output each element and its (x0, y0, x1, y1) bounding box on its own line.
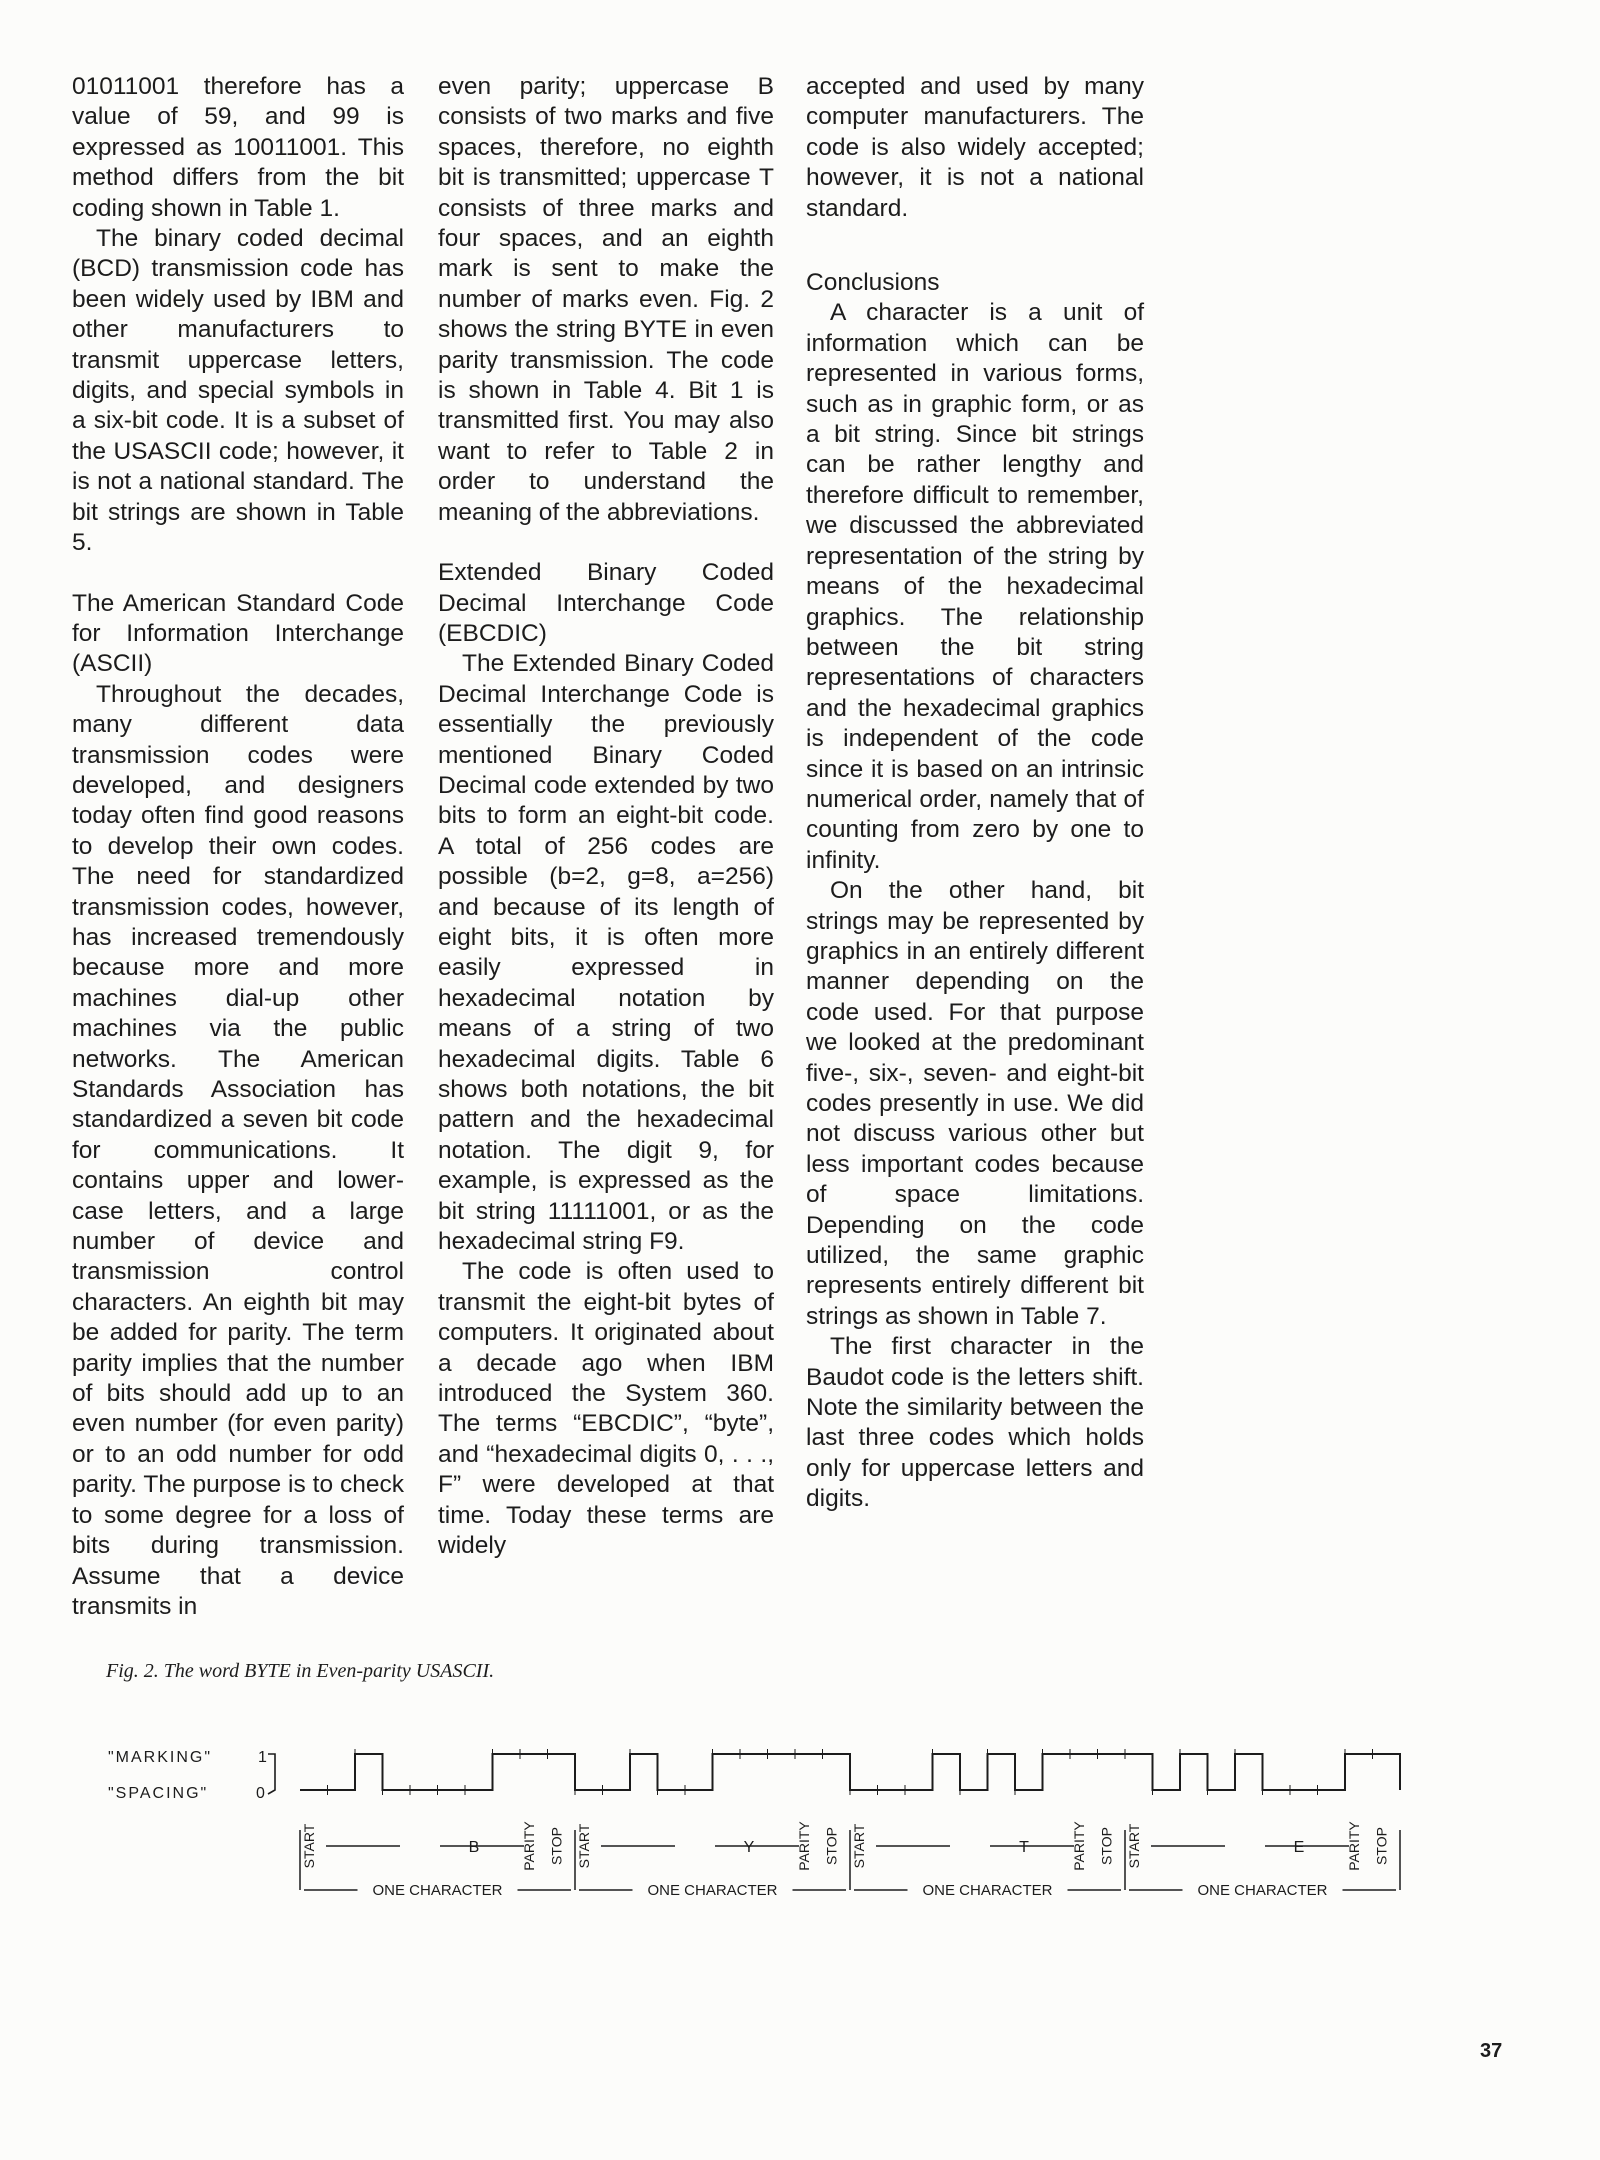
level-bracket (268, 1754, 275, 1794)
paragraph: 01011001 therefore has a value of 59, and 99 is expressed as 10011001. This method differs from the bit coding shown in Table 1. (72, 73, 404, 222)
level-one-label: 1 (258, 1749, 267, 1766)
start-bit-label: START (301, 1823, 317, 1869)
parity-bit-label: PARITY (796, 1821, 812, 1871)
paragraph: The Extended Binary Coded Decimal Interchange Code is essentially the previously mentioned Binary Coded Decimal code extended by two bits to form an eight-bit code. A total of 256 codes are possible (b=2, g=8, a=256) and because of its length of eight bits, it is often more easily expressed in hexadecimal notation by means of a string of two hexadecimal digits. Table 6 shows both notations, the bit pattern and the hexadecimal notation. The digit 9, for example, is expressed as the bit string 11111001, or as the hexadecimal string F9. (438, 650, 774, 1256)
paragraph: The first character in the Baudot code is the letters shift. Note the similarity between the last three codes which holds only for uppercase letters and digits. (806, 1333, 1144, 1513)
level-zero-label: 0 (256, 1785, 265, 1802)
section-heading-ebcdic: Extended Binary Coded Decimal Interchange Code (EBCDIC) (438, 559, 774, 647)
stop-bit-label: STOP (1098, 1827, 1115, 1865)
spacing-label: "SPACING" (108, 1785, 209, 1802)
paragraph: The binary coded decimal (BCD) transmission code has been widely used by IBM and other manufacturers to transmit uppercase letters, digits, and special symbols in a six-bit code. It is a subset of the USASCII code; however, it is not a national standard. The bit strings are shown in Table 5. (72, 225, 404, 557)
one-character-label: ONE CHARACTER (922, 1882, 1053, 1899)
paragraph: On the other hand, bit strings may be represented by graphics in an entirely different manner depending on the code used. For that purpose we looked at the predominant five-, six-, seven- and eight-bit codes presently in use. We did not discuss various other but less important codes because of space limitations. Depending on the code utilized, the same graphic represents entirely different bit strings as shown in Table 7. (806, 877, 1144, 1330)
text-column-3 (806, 72, 1144, 1515)
page-number: 37 (1480, 2040, 1503, 2062)
paragraph: A character is a unit of information which can be represented in various forms, such as in graphic form, or as a bit string. Since bit strings can be rather lengthy and therefore difficult to remember, we discussed the abbreviated representation of the string by means of the hexadecimal graphics. The relationship between the bit string representations of characters and the hexadecimal graphics is independent of the code since it is based on an intrinsic numerical order, namely that of counting from zero by one to infinity. (806, 299, 1144, 874)
parity-bit-label: PARITY (521, 1821, 537, 1871)
parity-bit-label: PARITY (1346, 1821, 1362, 1871)
character-label: B (468, 1839, 480, 1856)
section-heading-ascii: The American Standard Code for Information Interchange (ASCII) (72, 589, 404, 678)
figure-caption: Fig. 2. The word BYTE in Even-parity USASCII. (106, 1660, 495, 1682)
paragraph: The code is often used to transmit the eight-bit bytes of computers. It originated about a decade ago when IBM introduced the System 360. The terms “EBCDIC”, “byte”, and “hexadecimal digits 0, . . ., F” were developed at that time. Today these terms are widely (438, 1258, 774, 1560)
waveform-line (300, 1754, 1400, 1790)
one-character-label: ONE CHARACTER (372, 1882, 503, 1899)
stop-bit-label: STOP (548, 1827, 565, 1865)
start-bit-label: START (1126, 1823, 1142, 1869)
text-column-1 (72, 72, 404, 1622)
stop-bit-label: STOP (1373, 1827, 1390, 1865)
paragraph: Throughout the decades, many different data transmission codes were developed, and designers today often find good reasons to develop their own codes. The need for standardized transmission codes, however, has increased tremendously because more and more machines dial-up other machines via the public networks. The American Standards Association has standardized a seven bit code for communications. It contains upper and lower-case letters, and a large number of device and transmission control characters. An eighth bit may be added for parity. The term parity implies that the number of bits should add up to an even number (for even parity) or to an odd number for odd parity. The purpose is to check to some degree for a loss of bits during transmission. Assume that a device transmits in (72, 680, 404, 1620)
section-heading-conclusions: Conclusions (806, 269, 940, 297)
character-label: E (1293, 1839, 1305, 1856)
paragraph: even parity; uppercase B consists of two marks and five spaces, therefore, no eighth bit is transmitted; uppercase T consists of three marks and four spaces, and an eighth mark is sent to make the number of marks even. Fig. 2 shows the string BYTE in even parity transmission. The code is shown in Table 4. Bit 1 is transmitted first. You may also want to refer to Table 2 in order to understand the meaning of the abbreviations. (438, 73, 774, 526)
character-label: T (1019, 1839, 1029, 1856)
figure-bit-diagram (0, 1690, 1600, 1950)
character-label: Y (743, 1839, 755, 1856)
start-bit-label: START (576, 1823, 592, 1869)
one-character-label: ONE CHARACTER (647, 1882, 778, 1899)
one-character-label: ONE CHARACTER (1197, 1882, 1328, 1899)
stop-bit-label: STOP (823, 1827, 840, 1865)
start-bit-label: START (851, 1823, 867, 1869)
paragraph: accepted and used by many computer manufacturers. The code is also widely accepted; however, it is not a national standard. (806, 73, 1144, 222)
marking-label: "MARKING" (108, 1749, 213, 1766)
text-column-2 (438, 72, 774, 1562)
parity-bit-label: PARITY (1071, 1821, 1087, 1871)
